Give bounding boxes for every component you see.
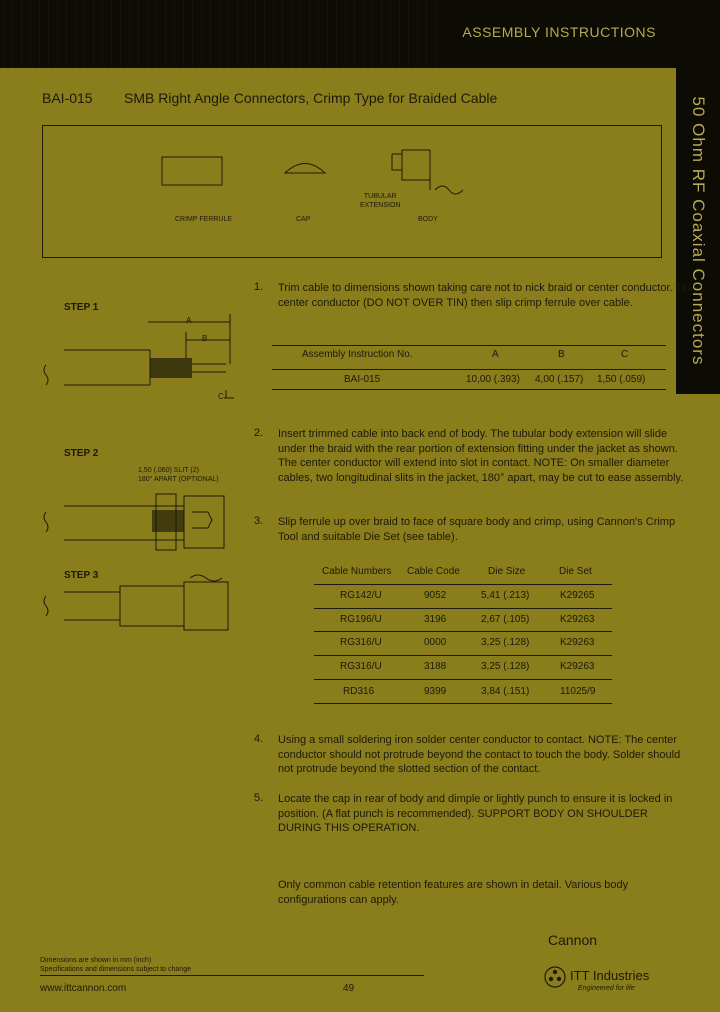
die-table-cell: RG316/U (340, 661, 382, 672)
square-body (184, 582, 228, 630)
ferrule-label: CRIMP FERRULE (175, 216, 233, 223)
side-tab-text: 50 Ohm RF Coaxial Connectors (689, 96, 708, 366)
instruction-5-text: Locate the cap in rear of body and dimple or lightly punch to ensure it is locked in position. (A flat punch is recommended). SUPPORT BODY ON SHOULDER DURING THIS OPERATION. (278, 793, 673, 835)
cap-top (190, 575, 222, 581)
instruction-4-number: 4. (254, 733, 264, 745)
dim-a-label: A (186, 316, 192, 325)
die-table-rule (314, 584, 612, 585)
die-table-rule (314, 631, 612, 632)
die-table-cell: RG142/U (340, 590, 382, 601)
die-table-cell: 3,25 (.128) (481, 637, 530, 648)
step-3-drawing (36, 572, 256, 632)
page-number: 49 (343, 983, 355, 994)
die-table-cell: 11025/9 (560, 686, 596, 697)
die-table-rule (314, 679, 612, 680)
dim-table-cell: BAI-015 (344, 374, 381, 385)
die-table-cell: 2,67 (.105) (481, 614, 530, 625)
company-tagline: Engineered for life (578, 985, 635, 992)
dim-table-header: B (558, 349, 565, 360)
braid (152, 510, 184, 532)
step-2-label: STEP 2 (64, 448, 99, 459)
cap-label: CAP (296, 216, 311, 223)
die-table-cell: 3196 (424, 614, 447, 625)
instruction-3-text: Slip ferrule up over braid to face of square body and crimp, using Cannon's Crimp Tool and suitable Die Set (see table). (278, 516, 676, 543)
die-table-cell: RG196/U (340, 614, 382, 625)
dim-c-label: C (218, 392, 224, 401)
die-table-cell: K29263 (560, 661, 595, 672)
extension-label: TUBULAR EXTENSION (360, 193, 401, 209)
footer-url[interactable]: www.ittcannon.com (40, 983, 127, 994)
dim-c-line (224, 390, 234, 398)
instruction-2-text: Insert trimmed cable into back end of body. The tubular body extension will slide under the braid with the rear portion of extension fitting under the jacket as shown. The center conductor will extend into slot in contact. NOTE: On smaller diameter cables, two longitudinal slits in the jacket, 180° apart, may be cut to ease assembly. (278, 428, 684, 484)
center-conductor (192, 364, 226, 372)
itt-logo-icon (544, 964, 566, 990)
dim-table-header: A (492, 349, 499, 360)
header-texture (0, 0, 440, 68)
step-1-drawing (36, 310, 246, 410)
contact (192, 512, 212, 528)
step-2-drawing (36, 484, 246, 564)
die-table-rule (314, 608, 612, 609)
square-body (184, 496, 224, 548)
die-table-cell: 3,25 (.128) (481, 661, 530, 672)
die-table-header: Die Size (488, 566, 526, 577)
die-table-cell: 3188 (424, 661, 447, 672)
document-title: SMB Right Angle Connectors, Crimp Type for Braided Cable (124, 90, 498, 106)
dim-table-cell: 10,00 (.393) (466, 374, 520, 385)
brand-name: Cannon (548, 932, 598, 948)
crimped-ferrule (120, 586, 184, 626)
retention-note: Only common cable retention features are shown in detail. Various body configurations can apply. (278, 879, 629, 906)
cable-break-mark (44, 365, 48, 385)
die-table-cell: 0000 (424, 637, 447, 648)
die-table-header: Cable Code (407, 566, 460, 577)
instruction-3-number: 3. (254, 515, 264, 527)
ferrule-drawing (162, 157, 222, 185)
dim-table-header: Assembly Instruction No. (302, 349, 413, 360)
die-table-header: Die Set (559, 566, 592, 577)
die-table-cell: 9399 (424, 686, 447, 697)
body-label: BODY (418, 216, 438, 223)
cap-drawing (285, 164, 325, 174)
footer-disclaimer-1: Dimensions are shown in mm (inch) (40, 957, 152, 964)
dim-table-cell: 1,50 (.059) (597, 374, 646, 385)
footer-rule (40, 975, 424, 976)
cable-jacket (64, 350, 150, 385)
cable-break-mark (44, 512, 48, 532)
instruction-1-text: Trim cable to dimensions shown taking care not to nick braid or center conductor. Tin center conductor (DO NOT OVER TIN) then slip crimp ferrule over cable. (278, 282, 691, 309)
header-title: ASSEMBLY INSTRUCTIONS (462, 24, 656, 40)
body-drawing (392, 150, 430, 190)
step-3-label: STEP 3 (64, 570, 99, 581)
dim-b-label: B (202, 334, 208, 343)
body-wire-drawing (435, 186, 463, 194)
dim-table-cell: 4,00 (.157) (535, 374, 584, 385)
die-table-cell: 5,41 (.213) (481, 590, 530, 601)
dim-table-header: C (621, 349, 629, 360)
die-table-cell: K29263 (560, 614, 595, 625)
instruction-5-number: 5. (254, 792, 264, 804)
instruction-4-text: Using a small soldering iron solder center conductor to contact. NOTE: The center conductor should not protrude beyond the contact to touch the body. Solder should not protrude beyond the slotted section of the contact. (278, 734, 681, 776)
step-1-label: STEP 1 (64, 302, 99, 313)
cable-jacket (64, 592, 120, 620)
dim-table-bottom-rule (272, 389, 666, 390)
slit-note: 1,50 (.060) SLIT (2) 180° APART (OPTIONAL) (138, 467, 219, 483)
die-table-cell: 9052 (424, 590, 447, 601)
side-tab (676, 68, 720, 394)
die-table-header: Cable Numbers (322, 566, 392, 577)
braid (150, 358, 192, 378)
die-table-cell: K29263 (560, 637, 595, 648)
company-name: ITT Industries (570, 968, 650, 983)
dim-table-header-rule (272, 369, 666, 370)
dim-table-top-rule (272, 345, 666, 346)
document-code: BAI-015 (42, 90, 93, 106)
parts-drawing (150, 140, 470, 220)
instruction-1-number: 1. (254, 281, 264, 293)
die-table-rule (314, 655, 612, 656)
instruction-2-number: 2. (254, 427, 264, 439)
die-table-cell: RD316 (343, 686, 375, 697)
die-table-cell: 3,84 (.151) (481, 686, 530, 697)
footer-disclaimer-2: Specifications and dimensions subject to change (40, 966, 191, 973)
cable-break-mark (44, 596, 48, 616)
die-table-cell: K29265 (560, 590, 595, 601)
die-table-cell: RG316/U (340, 637, 382, 648)
die-table-rule (314, 703, 612, 704)
